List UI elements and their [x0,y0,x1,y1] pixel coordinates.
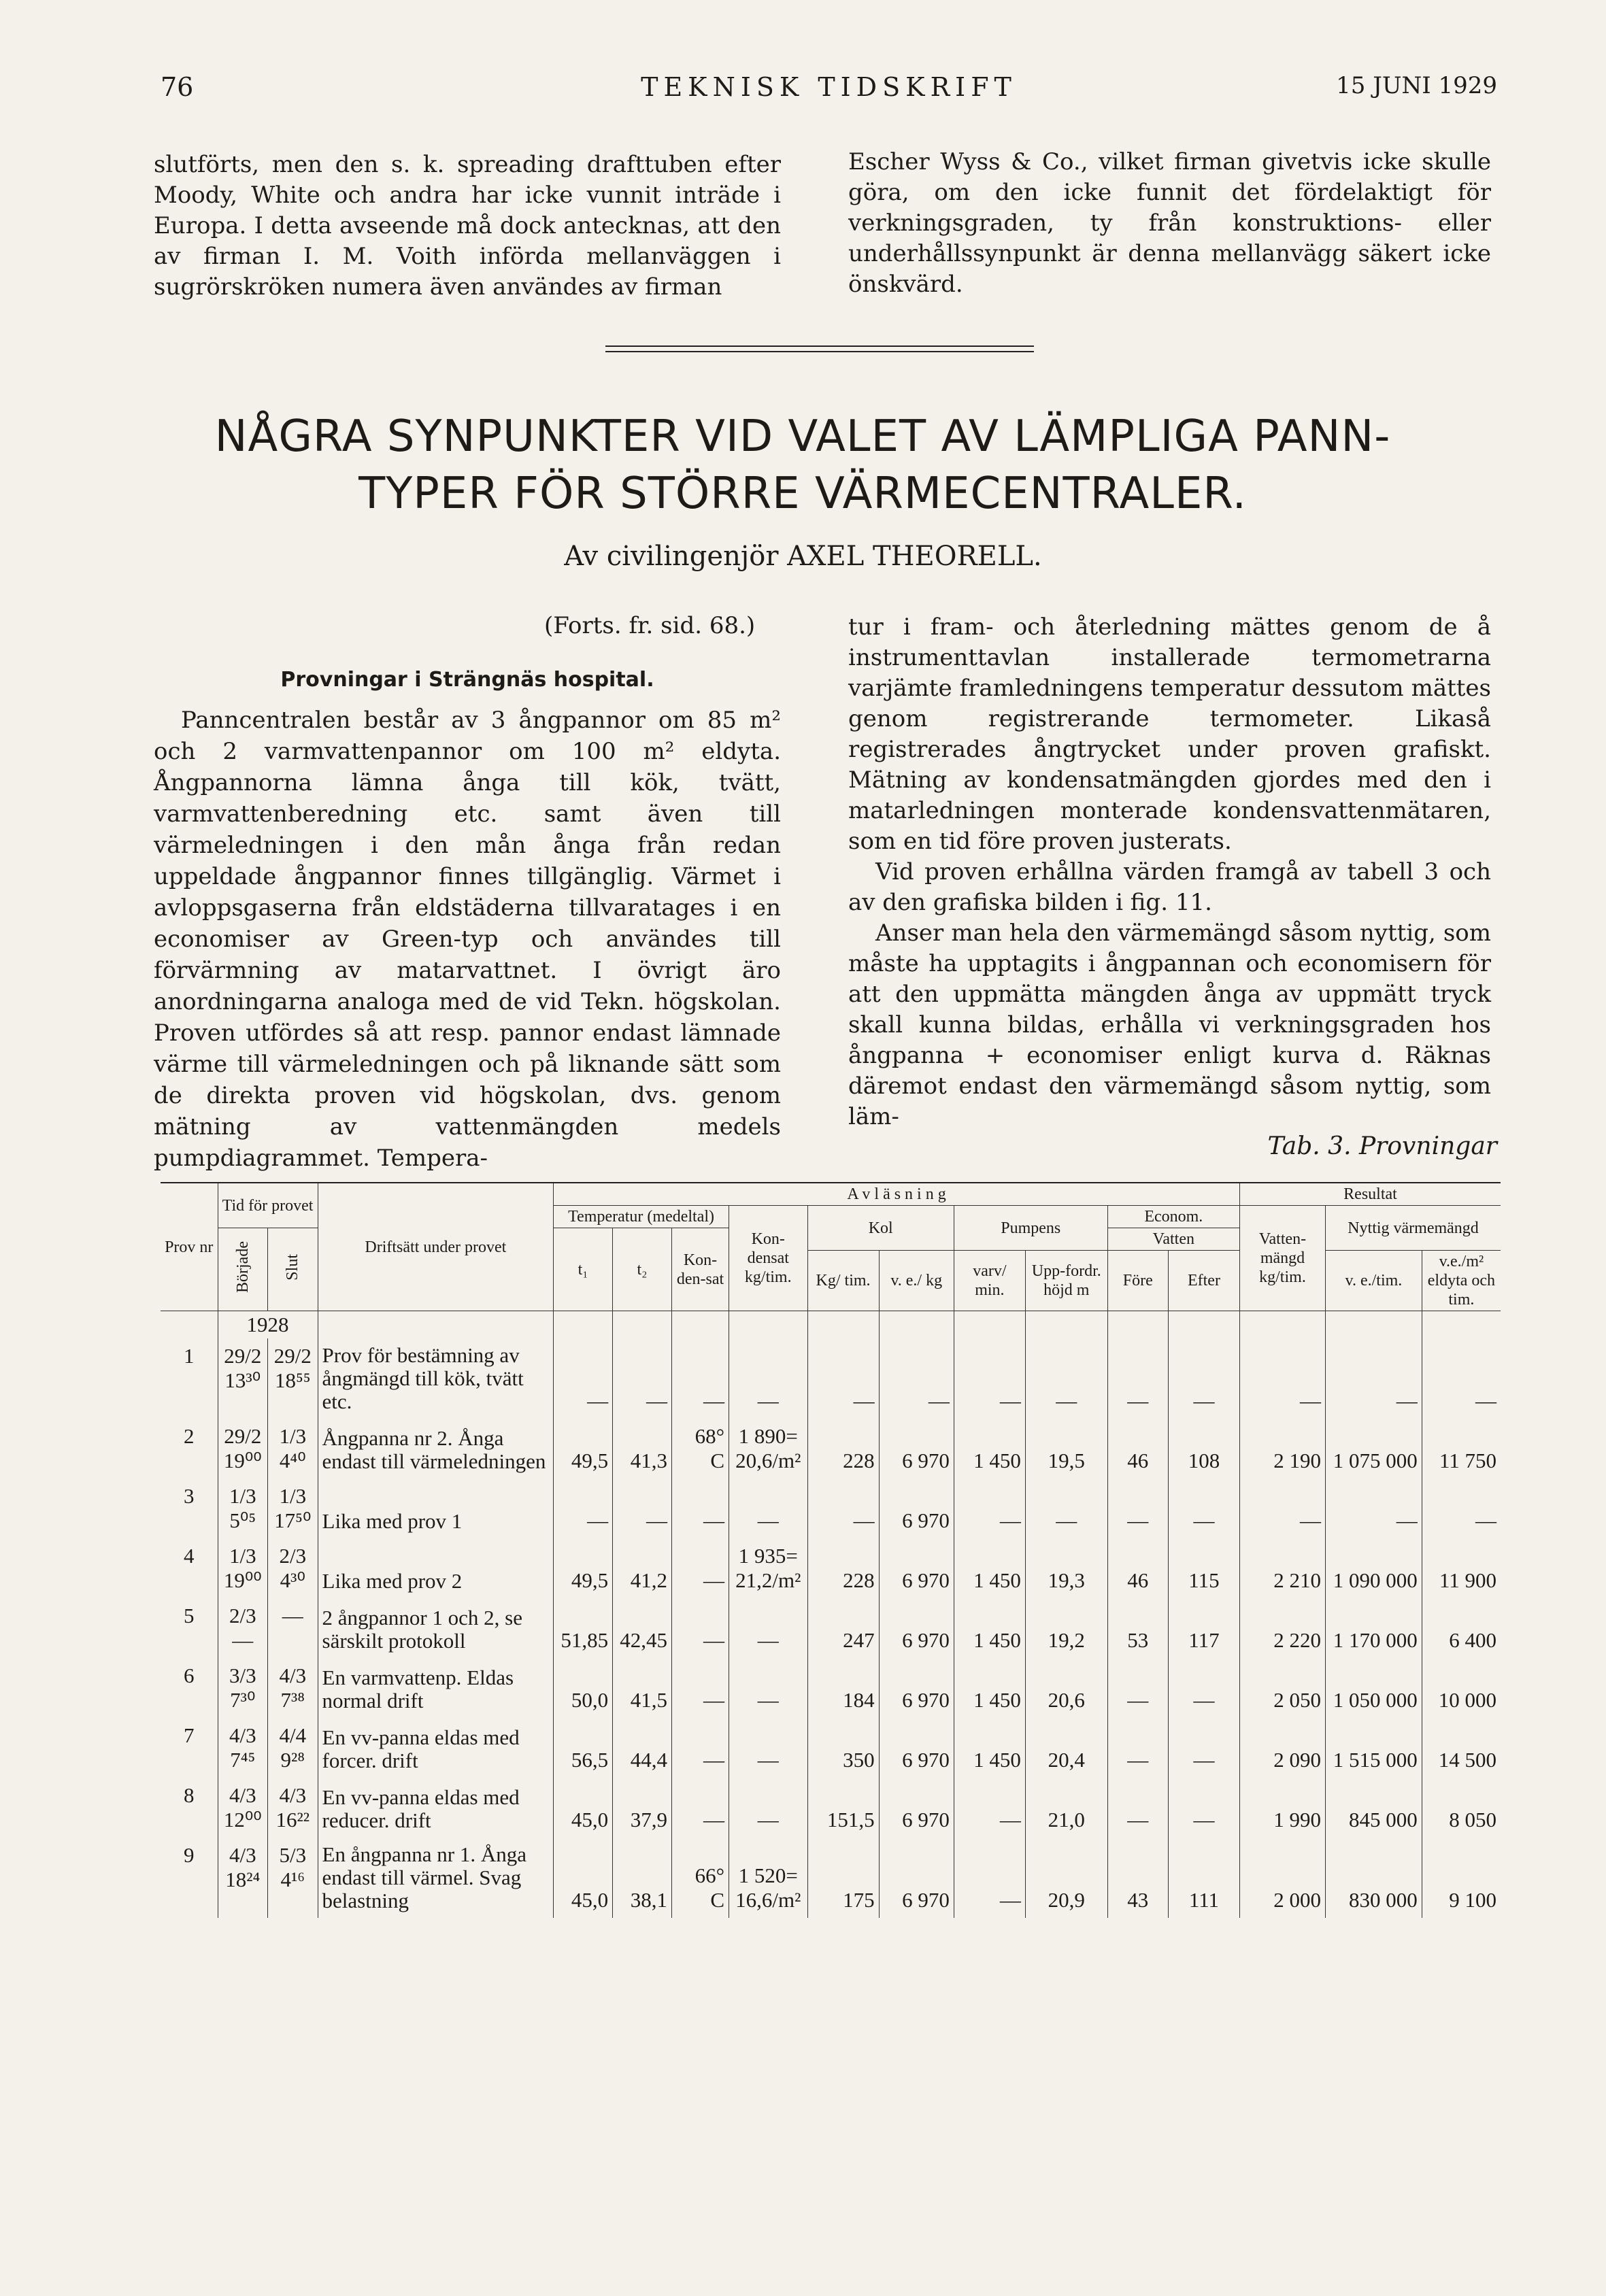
cell-varv: — [954,1479,1025,1538]
cell-vatten: 2 000 [1239,1838,1325,1918]
cell-efter: — [1168,1778,1239,1838]
cell-t1: 56,5 [554,1718,613,1778]
slut-label: Slut [284,1253,302,1281]
cell-start: 4/3 7⁴⁵ [218,1718,268,1778]
cell-start: 3/3 7³⁰ [218,1658,268,1718]
cell-drift: En vv-panna eldas med reducer. drift [318,1778,554,1838]
cell-efter: — [1168,1338,1239,1419]
col-avlasning: A v l ä s n i n g [554,1183,1240,1206]
table-row [161,1338,1501,1419]
cell-vatten: — [1239,1338,1325,1419]
col-kol-ve: v. e./ kg [879,1251,954,1311]
cell-start: 2/3 — [218,1598,268,1658]
col-slut [268,1228,318,1311]
year-row [161,1311,1501,1339]
col-vattenmangd: Vatten-mängd kg/tim. [1239,1206,1325,1311]
cell-t2: 37,9 [613,1778,672,1838]
cell-slut: 1/3 4⁴⁰ [268,1419,318,1479]
cell-kond: 66° C [671,1838,729,1918]
cell-vetim: 1 515 000 [1326,1718,1422,1778]
col-prov-nr: Prov nr [161,1183,218,1311]
cell-start: 29/2 19⁰⁰ [218,1419,268,1479]
cell-varv: — [954,1838,1025,1918]
cell-vatten: 2 190 [1239,1419,1325,1479]
cell-t2: 42,45 [613,1598,672,1658]
cell-kolve: 6 970 [879,1479,954,1538]
cell-kolve: 6 970 [879,1658,954,1718]
cell-nr: 3 [161,1479,218,1538]
col-t1: t₁ [554,1228,613,1311]
cell-t1: 45,0 [554,1838,613,1918]
cell-fore: — [1107,1658,1168,1718]
table-row [161,1479,1501,1538]
cell-varv: 1 450 [954,1598,1025,1658]
cell-kolkg: 151,5 [807,1778,879,1838]
cell-kond: — [671,1778,729,1838]
cell-drift: Lika med prov 1 [318,1479,554,1538]
table-row [161,1538,1501,1598]
cell-kondkg: — [729,1778,808,1838]
table-row [161,1718,1501,1778]
cell-kolkg: 350 [807,1718,879,1778]
cell-kolve: 6 970 [879,1419,954,1479]
cell-nr: 2 [161,1419,218,1479]
intro-left-column [154,150,781,303]
body-right-paragraph-1: tur i fram- och återledning mättes genom de å instrumenttavlan installerade termometrarna varjämte framledningens temperatur dessutom mättes genom registrerande termometer. Likaså registrerades ångtrycket under proven grafiskt. Mätning av kondensatmängden gjordes med den i matarledningen monterade kondensvattenmätaren, som en tid före proven justerats. [848,613,1491,855]
cell-kond: — [671,1658,729,1718]
cell-drift: 2 ångpannor 1 och 2, se särskilt protokoll [318,1598,554,1658]
cell-drift: Prov för bestämning av ångmängd till kök, tvätt etc. [318,1338,554,1419]
cell-t2: — [613,1479,672,1538]
cell-vem2: 10 000 [1438,1688,1496,1712]
cell-hojd: 20,6 [1025,1658,1107,1718]
cell-nr: 4 [161,1538,218,1598]
cell-vetim: 830 000 [1326,1838,1422,1918]
cell-kolkg: — [807,1338,879,1419]
cell-t1: 49,5 [554,1538,613,1598]
cell-kond: — [671,1538,729,1598]
journal-title: TEKNISK TIDSKRIFT [641,72,1017,102]
body-right-column [848,612,1491,1132]
cell-t1: — [554,1338,613,1419]
cell-efter: — [1168,1658,1239,1718]
cell-varv: 1 450 [954,1718,1025,1778]
table-row [161,1598,1501,1658]
cell-t2: 41,3 [613,1419,672,1479]
cell-vatten: 1 990 [1239,1778,1325,1838]
cell-vem2: 14 500 [1438,1748,1496,1772]
cell-t1: 51,85 [554,1598,613,1658]
cell-kondkg: 1 890= 20,6/m² [729,1419,808,1479]
col-vatten: Vatten [1107,1228,1239,1251]
cell-fore: 46 [1107,1538,1168,1598]
cell-fore: — [1107,1718,1168,1778]
cell-vem2: 11 900 [1439,1568,1496,1592]
cell-t2: 38,1 [613,1838,672,1918]
cell-slut: 4/3 7³⁸ [268,1658,318,1718]
cell-varv: — [954,1338,1025,1419]
byline: Av civilingenjör AXEL THEORELL. [564,541,1042,572]
divider-rule-2 [605,351,1034,352]
col-ve-tim: v. e./tim. [1326,1251,1422,1311]
cell-kolkg: 184 [807,1658,879,1718]
cell-kondkg: — [729,1338,808,1419]
cell-fore: 46 [1107,1419,1168,1479]
cell-start: 1/3 19⁰⁰ [218,1538,268,1598]
cell-varv: 1 450 [954,1658,1025,1718]
cell-slut: 29/2 18⁵⁵ [268,1338,318,1419]
cell-vatten: — [1239,1479,1325,1538]
cell-start: 4/3 18²⁴ [218,1838,268,1918]
cell-slut: — [268,1598,318,1658]
cell-vem2: 11 750 [1439,1449,1496,1472]
cell-kolve: 6 970 [879,1538,954,1598]
col-kondensat: Kon-den-sat [671,1228,729,1311]
cell-kond: — [671,1338,729,1419]
cell-kond: — [671,1479,729,1538]
cell-start: 4/3 12⁰⁰ [218,1778,268,1838]
cell-efter: 117 [1168,1598,1239,1658]
table-row [161,1838,1501,1918]
cell-vem2: 9 100 [1449,1888,1496,1912]
cell-slut: 2/3 4³⁰ [268,1538,318,1598]
table-row [161,1658,1501,1718]
divider-rule [605,345,1034,347]
cell-vetim: 845 000 [1326,1778,1422,1838]
cell-slut: 1/3 17⁵⁰ [268,1479,318,1538]
cell-nr: 7 [161,1718,218,1778]
cell-hojd: 20,4 [1025,1718,1107,1778]
cell-slut: 5/3 4¹⁶ [268,1838,318,1918]
cell-t1: 49,5 [554,1419,613,1479]
col-kol-kg: Kg/ tim. [807,1251,879,1311]
cell-nr: 5 [161,1598,218,1658]
cell-drift: En varmvattenp. Eldas normal drift [318,1658,554,1718]
cell-slut: 4/4 9²⁸ [268,1718,318,1778]
col-kol: Kol [807,1206,954,1251]
running-header [161,72,1497,113]
cell-hojd: 21,0 [1025,1778,1107,1838]
cell-kolve: 6 970 [879,1778,954,1838]
col-temperatur: Temperatur (medeltal) [554,1206,729,1228]
cell-vetim: 1 090 000 [1326,1538,1422,1598]
cell-kondkg: — [729,1598,808,1658]
table-row [161,1419,1501,1479]
col-efter: Efter [1168,1251,1239,1311]
col-uppfordr: Upp-fordr. höjd m [1025,1251,1107,1311]
section-heading: Provningar i Strängnäs hospital. [280,668,654,692]
table-body [161,1311,1501,1919]
cell-vem2: 8 050 [1449,1808,1496,1831]
cell-kolve: 6 970 [879,1718,954,1778]
cell-start: 1/3 5⁰⁵ [218,1479,268,1538]
intro-left-text: slutförts, men den s. k. spreading drafttuben efter Moody, White och andra har icke vunnit inträde i Europa. I detta avseende må dock antecknas, att den av firman I. M. Voith införda mellanväggen i sugrörskröken numera även användes av firman [154,151,781,301]
body-right-paragraph-3: Anser man hela den värmemängd såsom nyttig, som måste ha upptagits i ångpannan och economisern för att den uppmätta mängden ånga av uppmätt tryck skall kunna bildas, erhålla vi verkningsgraden hos ångpanna + economiser enligt kurva d. Räknas däremot endast den värmemängd såsom nyttig, som läm- [848,919,1491,1130]
cell-efter: 108 [1168,1419,1239,1479]
body-left-column [154,705,781,1174]
col-kondensat-kg: Kon-densat kg/tim. [729,1206,808,1311]
cell-varv: 1 450 [954,1538,1025,1598]
cell-kolkg: 175 [807,1838,879,1918]
cell-nr: 9 [161,1838,218,1918]
year-label: 1928 [218,1311,318,1339]
cell-nr: 8 [161,1778,218,1838]
title-line-1: NÅGRA SYNPUNKTER VID VALET AV LÄMPLIGA PANN- [214,411,1391,462]
continued-note: (Forts. fr. sid. 68.) [544,612,756,639]
cell-hojd: 20,9 [1025,1838,1107,1918]
cell-t1: — [554,1479,613,1538]
cell-hojd: 19,2 [1025,1598,1107,1658]
cell-t1: 50,0 [554,1658,613,1718]
cell-hojd: — [1025,1479,1107,1538]
title-line-2: TYPER FÖR STÖRRE VÄRMECENTRALER. [358,469,1247,519]
cell-vatten: 2 220 [1239,1598,1325,1658]
col-driftsatt: Driftsätt under provet [318,1183,554,1311]
cell-fore: — [1107,1479,1168,1538]
col-econom: Econom. [1107,1206,1239,1228]
cell-drift: En ångpanna nr 1. Ånga endast till värmel. Svag belastning [318,1838,554,1918]
cell-varv: 1 450 [954,1419,1025,1479]
cell-vetim: 1 170 000 [1326,1598,1422,1658]
issue-date: 15 JUNI 1929 [1336,72,1497,99]
col-varv: varv/ min. [954,1251,1025,1311]
body-left-paragraph: Panncentralen består av 3 ångpannor om 85 m² och 2 varmvattenpannor om 100 m² eldyta. Ångpannorna lämna ånga till kök, tvätt, varmvattenberedning etc. samt även till värmeledningen i den mån ånga från redan uppeldade ångpannor finnes tillgänglig. Värmet i avloppsgaserna från eldstäderna tillvaratages i en economiser av Green-typ och användes till förvärmning av matarvattnet. I övrigt äro anordningarna analoga med de vid Tekn. högskolan. Proven utfördes så att resp. pannor endast lämnade värme till värmeledningen och på liknande sätt som de direkta proven vid högskolan, dvs. genom mätning av vattenmängden medels pumpdiagrammet. Tempera- [154,707,781,1172]
results-table [161,1182,1501,1918]
body-right-paragraph-2: Vid proven erhållna värden framgå av tabell 3 och av den grafiska bilden i fig. 11. [848,858,1491,916]
cell-kondkg: 1 935= 21,2/m² [729,1538,808,1598]
cell-nr: 1 [161,1338,218,1419]
table-caption: Tab. 3. Provningar [1267,1132,1497,1160]
cell-kond: — [671,1718,729,1778]
cell-hojd: 19,5 [1025,1419,1107,1479]
cell-t1: 45,0 [554,1778,613,1838]
col-t2: t₂ [613,1228,672,1311]
cell-kolkg: 228 [807,1419,879,1479]
cell-drift: Lika med prov 2 [318,1538,554,1598]
cell-kondkg: — [729,1718,808,1778]
page-number: 76 [161,72,194,102]
intro-right-column [848,147,1491,300]
cell-hojd: 19,3 [1025,1538,1107,1598]
cell-vatten: 2 210 [1239,1538,1325,1598]
cell-efter: — [1168,1718,1239,1778]
col-ve-m2: v.e./m² eldyta och tim. [1422,1251,1501,1311]
cell-fore: 53 [1107,1598,1168,1658]
cell-t2: 44,4 [613,1718,672,1778]
cell-nr: 6 [161,1658,218,1718]
cell-drift: En vv-panna eldas med forcer. drift [318,1718,554,1778]
cell-vem2: — [1475,1508,1496,1532]
cell-fore: — [1107,1778,1168,1838]
cell-kolkg: 247 [807,1598,879,1658]
cell-kond: — [671,1598,729,1658]
col-pumpens: Pumpens [954,1206,1107,1251]
cell-fore: — [1107,1338,1168,1419]
col-fore: Före [1107,1251,1168,1311]
cell-vatten: 2 050 [1239,1658,1325,1718]
cell-vatten: 2 090 [1239,1718,1325,1778]
cell-kond: 68° C [671,1419,729,1479]
article-title [109,408,1496,522]
cell-drift: Ångpanna nr 2. Ånga endast till värmeledningen [318,1419,554,1479]
cell-vetim: 1 075 000 [1326,1419,1422,1479]
cell-slut: 4/3 16²² [268,1778,318,1838]
cell-kolkg: — [807,1479,879,1538]
cell-hojd: — [1025,1338,1107,1419]
table-row [161,1778,1501,1838]
cell-vem2: 6 400 [1449,1628,1496,1652]
cell-kolkg: 228 [807,1538,879,1598]
borjat-label: Började [233,1241,252,1293]
cell-t2: 41,2 [613,1538,672,1598]
col-resultat: Resultat [1239,1183,1501,1206]
col-borjat [218,1228,268,1311]
cell-efter: — [1168,1479,1239,1538]
cell-start: 29/2 13³⁰ [218,1338,268,1419]
col-nyttig: Nyttig värmemängd [1326,1206,1501,1251]
col-tid: Tid för provet [218,1183,318,1228]
cell-efter: 111 [1168,1838,1239,1918]
cell-kolve: — [879,1338,954,1419]
cell-kondkg: 1 520= 16,6/m² [729,1838,808,1918]
cell-t2: — [613,1338,672,1419]
cell-kolve: 6 970 [879,1838,954,1918]
cell-vetim: — [1326,1338,1422,1419]
cell-efter: 115 [1168,1538,1239,1598]
cell-vetim: 1 050 000 [1326,1658,1422,1718]
cell-t2: 41,5 [613,1658,672,1718]
cell-varv: — [954,1778,1025,1838]
cell-vem2: — [1475,1389,1496,1413]
cell-kondkg: — [729,1479,808,1538]
cell-kondkg: — [729,1658,808,1718]
cell-fore: 43 [1107,1838,1168,1918]
cell-kolve: 6 970 [879,1598,954,1658]
intro-right-text: Escher Wyss & Co., vilket firman givetvis icke skulle göra, om den icke funnit det fördelaktigt för verkningsgraden, ty från konstruktions- eller underhållssynpunkt är denna mellanvägg säkert icke önskvärd. [848,148,1491,298]
cell-vetim: — [1326,1479,1422,1538]
